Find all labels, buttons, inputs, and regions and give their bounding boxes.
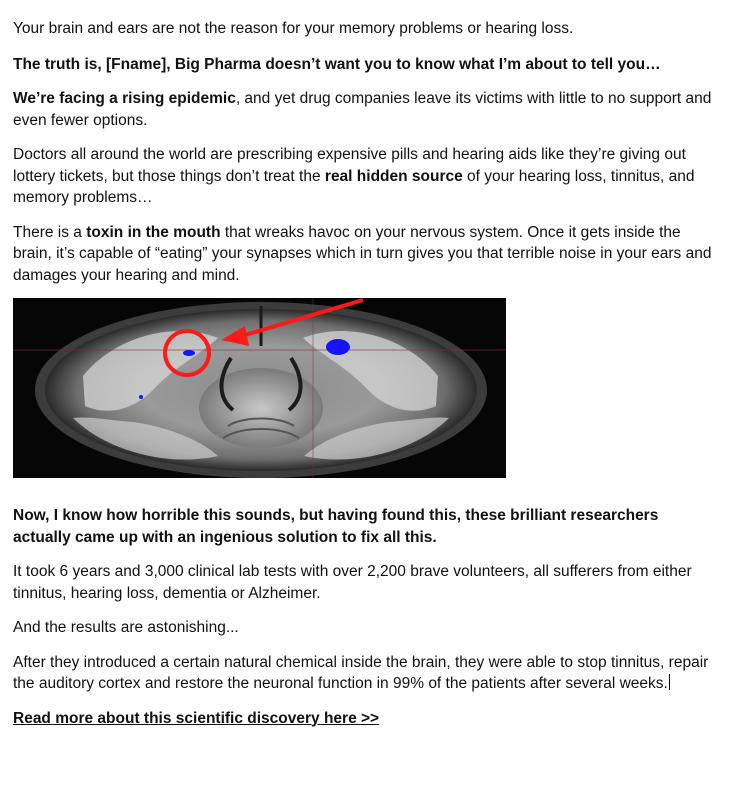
doctors-text-start: Doctors all around the world are prescribing expensive pills and hearing aids like they’re giving out lottery tickets, but those things don’t treat the xyxy=(13,146,686,185)
read-more-link[interactable]: Read more about this scientific discovery here >> xyxy=(13,709,380,727)
toxin-emphasis: toxin in the mouth xyxy=(86,223,221,241)
doctors-emphasis: real hidden source xyxy=(324,167,463,185)
cta-paragraph xyxy=(13,708,718,730)
epidemic-emphasis: We’re facing a rising epidemic xyxy=(13,90,236,107)
doctors-text-end: of your hearing loss, tinnitus, and memory problems… xyxy=(13,167,695,206)
blue-dot-small xyxy=(139,395,143,399)
midbrain xyxy=(199,368,323,448)
results-paragraph: And the results are astonishing... xyxy=(13,619,239,636)
blue-highlight-right xyxy=(326,339,350,355)
solution-paragraph: Now, I know how horrible this sounds, but having found this, these brilliant researchers actually came up with an ingenious solution to fix all this. xyxy=(13,507,659,546)
blue-highlight-left xyxy=(183,350,195,356)
toxin-text-end: that wreaks havoc on your nervous system. Once it gets inside the brain, it’s capable of “eating” your synapses which in turn gives you that terrible noise in your ears and damages your hearing and mind. xyxy=(13,223,712,284)
brain-scan-image xyxy=(13,298,506,478)
text-cursor xyxy=(669,674,670,690)
epidemic-paragraph xyxy=(13,88,718,131)
toxin-paragraph xyxy=(13,222,718,287)
trials-paragraph: It took 6 years and 3,000 clinical lab tests with over 2,200 brave volunteers, all sufferers from either tinnitus, hearing loss, dementia or Alzheimer. xyxy=(13,563,692,602)
chemical-text: After they introduced a certain natural chemical inside the brain, they were able to stop tinnitus, repair the auditory cortex and restore the neuronal function in 99% of the patients after several weeks. xyxy=(13,653,709,692)
truth-paragraph: The truth is, [Fname], Big Pharma doesn’t want you to know what I’m about to tell you… xyxy=(13,55,661,73)
email-body xyxy=(13,18,718,729)
toxin-text-start: There is a xyxy=(13,223,87,241)
doctors-paragraph xyxy=(13,144,718,209)
intro-paragraph: Your brain and ears are not the reason for your memory problems or hearing loss. xyxy=(13,20,574,37)
epidemic-text: , and yet drug companies leave its victims with little to no support and even fewer options. xyxy=(13,90,712,129)
chemical-paragraph xyxy=(13,652,718,695)
